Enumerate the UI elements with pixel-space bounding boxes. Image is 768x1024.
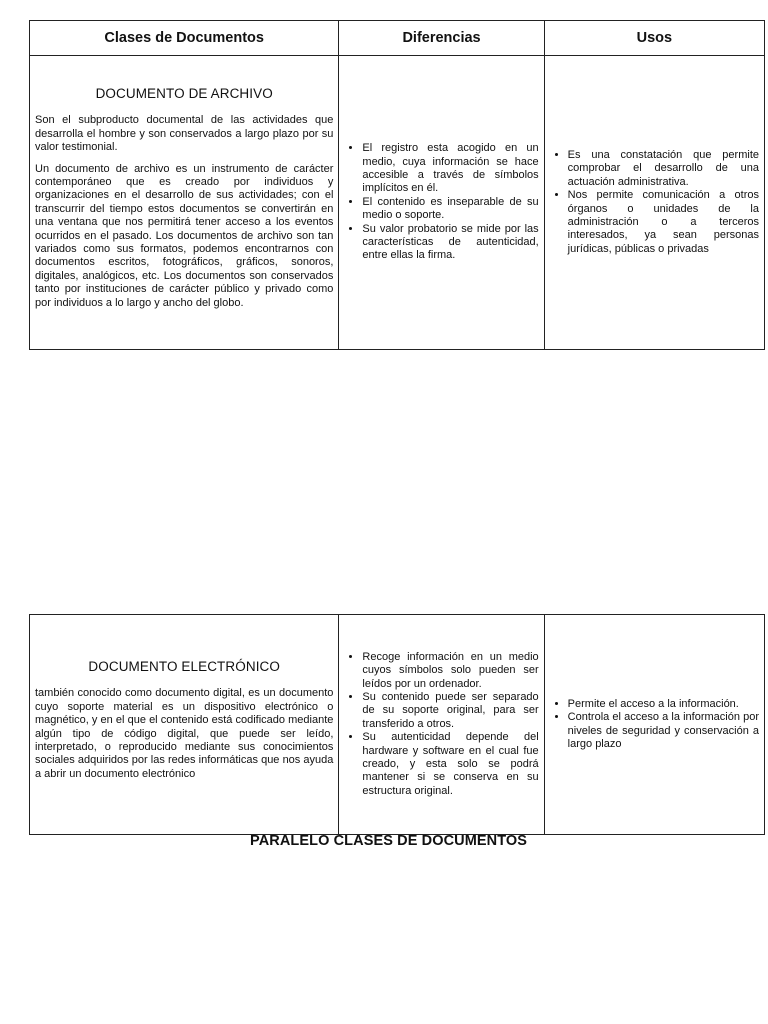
electronic-uses-cell xyxy=(544,615,764,835)
list-item: • Es una constatación que permite comprobar el desarrollo de una actuación administrativa. xyxy=(568,149,759,189)
electronic-differences-cell xyxy=(339,615,544,835)
list-item: • El registro esta acogido en un medio, cuya información se hace accesible a través de símbolos implícitos en él. xyxy=(362,142,538,196)
electronic-table xyxy=(29,614,765,835)
list-item: • Su contenido puede ser separado de su soporte original, para ser transferido a otros. xyxy=(362,691,538,731)
electronic-description-cell xyxy=(30,615,339,835)
archive-uses-list xyxy=(550,149,759,256)
document-caption: PARALELO CLASES DE DOCUMENTOS xyxy=(250,833,528,849)
header-row xyxy=(30,21,765,56)
list-item: • Su valor probatorio se mide por las características de autenticidad, entre ellas la firma. xyxy=(362,223,538,263)
list-item: • Su autenticidad depende del hardware y software en el cual fue creado, y esta solo se podrá mantener si se conserva en su estructura original. xyxy=(362,731,538,798)
list-item: • Controla el acceso a la información por niveles de seguridad y conservación a largo plazo xyxy=(568,711,759,751)
archive-description-cell xyxy=(30,56,339,350)
archive-table xyxy=(29,20,765,350)
header-differences: Diferencias xyxy=(339,21,544,56)
electronic-title: DOCUMENTO ELECTRÓNICO xyxy=(88,658,281,674)
electronic-paragraph: también conocido como documento digital, es un documento cuyo soporte material es un dispositivo electrónico o magnético, y en el que el contenido está codificado mediante algún tipo de código digital, que puede ser leído, interpretado, o reproducido mediante sus conocimientos sociales adquiridos por las redes informáticas que nos ayuda a abrir un documento electrónico xyxy=(35,687,334,780)
electronic-uses-list xyxy=(550,698,759,752)
header-uses: Usos xyxy=(544,21,764,56)
archive-title: DOCUMENTO DE ARCHIVO xyxy=(95,85,273,101)
list-item: • Permite el acceso a la información. xyxy=(568,698,759,711)
archive-row xyxy=(30,56,765,350)
archive-paragraph: Son el subproducto documental de las actividades que desarrolla el hombre y son conservados a largo plazo por su valor testimonial. xyxy=(35,114,334,154)
list-item: • Nos permite comunicación a otros órganos o unidades de la administración o a terceros interesados, ya sean personas jurídicas, públicas o privadas xyxy=(568,189,759,256)
electronic-differences-list xyxy=(344,651,538,798)
list-item: • El contenido es inseparable de su medio o soporte. xyxy=(362,196,538,223)
list-item: • Recoge información en un medio cuyos símbolos solo pueden ser leídos por un ordenador. xyxy=(362,651,538,691)
electronic-row xyxy=(30,615,765,835)
header-classes: Clases de Documentos xyxy=(30,21,339,56)
archive-paragraph: Un documento de archivo es un instrumento de carácter contemporáneo que es creado por individuos y organizaciones en el desarrollo de sus actividades; con el transcurrir del tiempo estos documentos se convertirán en una ventana que nos permitirá tener acceso a los eventos ocurridos en el pasado. Los documentos de archivo son tan variados como sus formatos, podemos encontrarnos con documentos escritos, fotográficos, gráficos, sonoros, digitales, analógicos, etc. Los documentos son conservados tanto por instituciones de carácter público y privado como por individuos a lo largo y ancho del globo. xyxy=(35,162,334,309)
archive-differences-list xyxy=(344,142,538,263)
archive-uses-cell xyxy=(544,56,764,350)
archive-differences-cell xyxy=(339,56,544,350)
